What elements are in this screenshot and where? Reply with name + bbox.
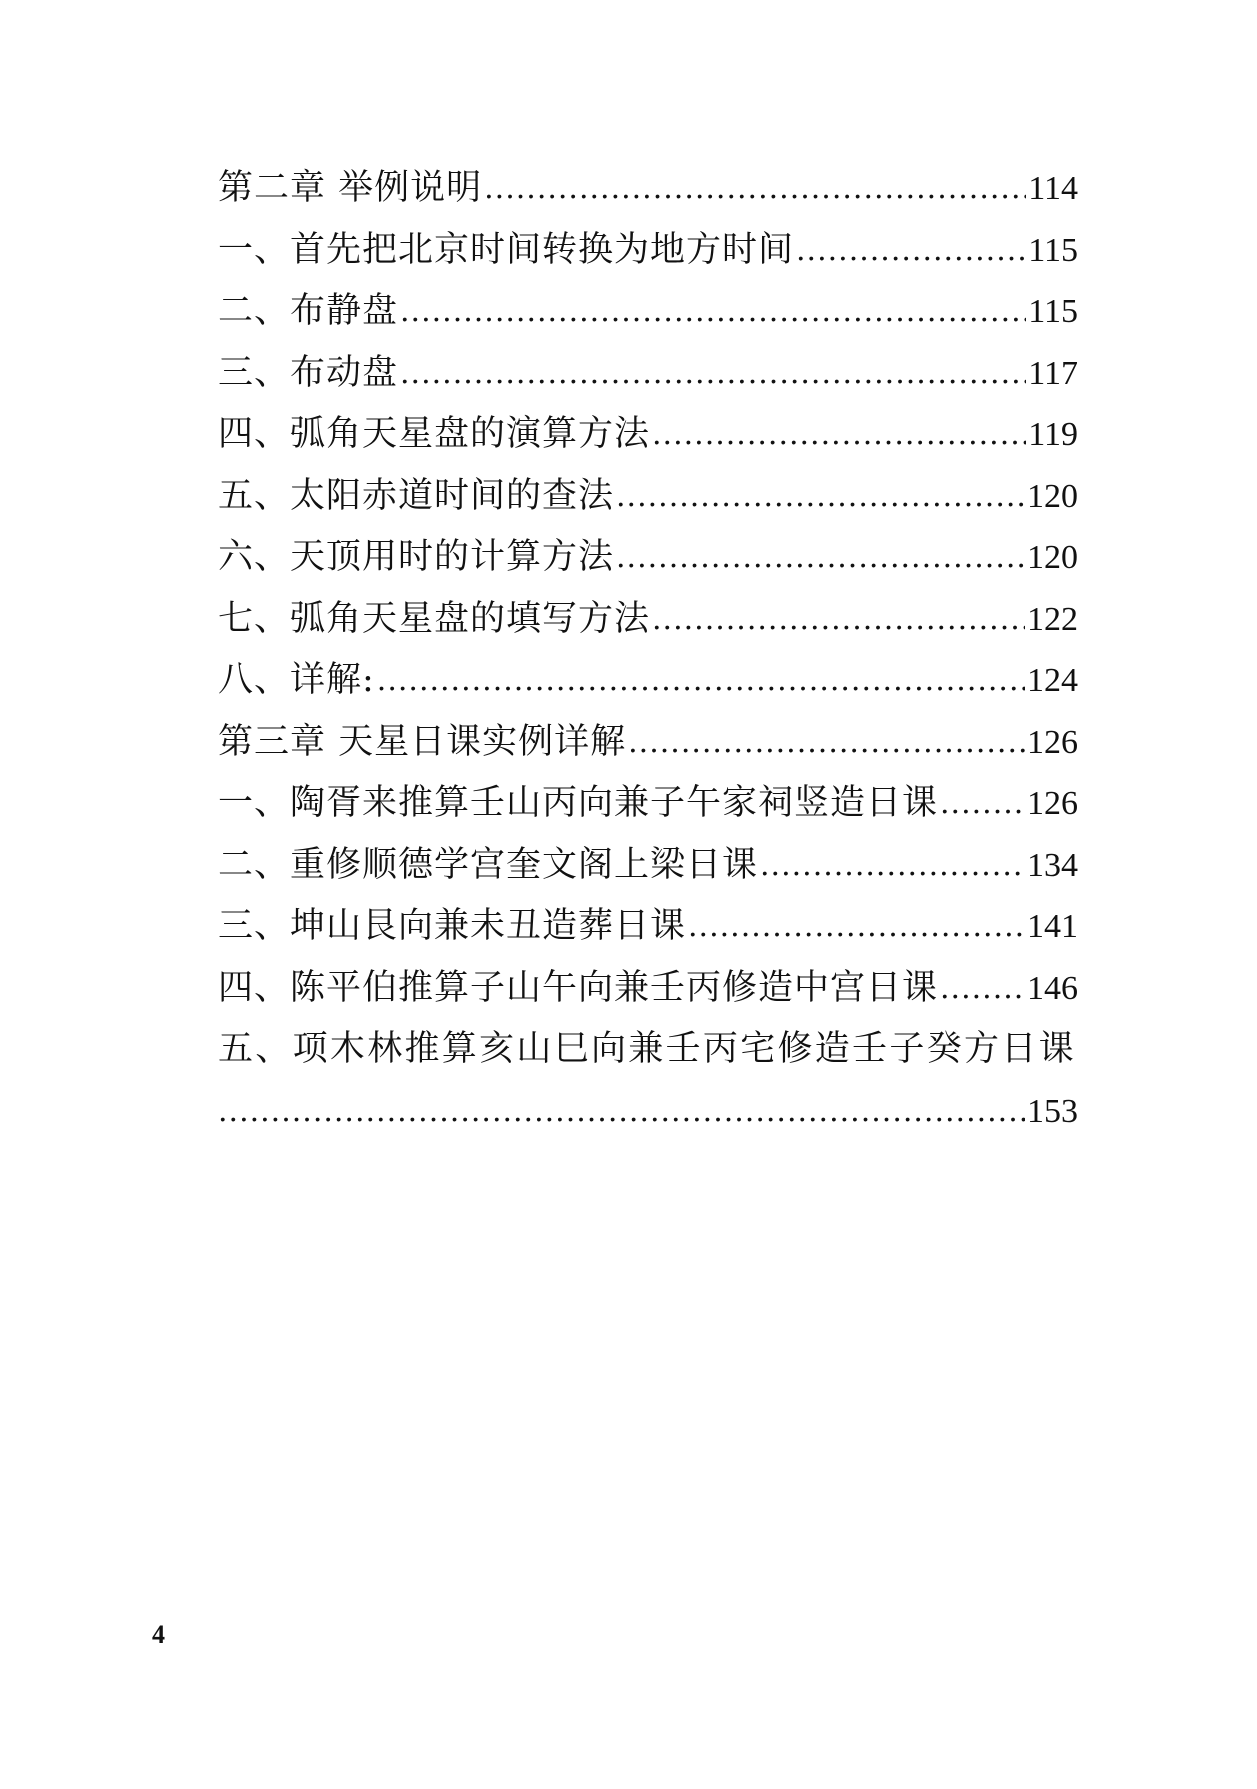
toc-entry-page: 122 — [1027, 600, 1078, 638]
toc-entry-label: 六、天顶用时的计算方法 — [218, 537, 615, 577]
toc-entry-label: 一、首先把北京时间转换为地方时间 — [218, 229, 795, 270]
page-number: 4 — [152, 1620, 165, 1649]
toc-entry-label: 三、布动盘 — [218, 352, 399, 393]
dot-leader — [616, 466, 1025, 528]
table-of-contents — [218, 158, 1078, 1142]
toc-entry-label: 三、坤山艮向兼未丑造葬日课 — [218, 906, 687, 946]
dot-leader — [377, 650, 1025, 712]
toc-entry[interactable] — [218, 281, 1078, 343]
toc-entry[interactable] — [218, 773, 1078, 835]
toc-entry[interactable] — [218, 343, 1078, 405]
toc-entry-label: 七、弧角天星盘的填写方法 — [218, 598, 651, 639]
toc-entry[interactable] — [218, 404, 1078, 466]
toc-entry[interactable] — [218, 1019, 1078, 1081]
dot-leader — [616, 527, 1025, 589]
toc-entry-page: 117 — [1028, 354, 1078, 392]
dot-leader — [652, 404, 1026, 466]
toc-entry-page: 126 — [1027, 785, 1078, 822]
toc-entry-label: 四、陈平伯推算子山午向兼壬丙修造中宫日课 — [218, 967, 939, 1008]
toc-entry-label: 五、太阳赤道时间的查法 — [218, 475, 615, 516]
toc-entry[interactable] — [218, 835, 1078, 897]
toc-entry[interactable] — [218, 220, 1078, 282]
toc-entry-label: 第二章 举例说明 — [218, 168, 483, 208]
toc-entry-page: 153 — [1027, 1092, 1078, 1130]
toc-entry-page: 146 — [1027, 969, 1078, 1007]
dot-leader — [688, 896, 1025, 958]
toc-entry-page: 134 — [1027, 846, 1078, 884]
toc-entry[interactable] — [218, 527, 1078, 589]
toc-entry-page: 115 — [1028, 231, 1078, 269]
toc-entry[interactable] — [218, 650, 1078, 712]
toc-entry-page: 141 — [1027, 908, 1078, 945]
dot-leader — [652, 589, 1025, 651]
toc-entry-page: 126 — [1027, 723, 1078, 761]
toc-entry[interactable] — [218, 158, 1078, 220]
toc-entry-label: 四、弧角天星盘的演算方法 — [218, 414, 651, 454]
dot-leader — [400, 281, 1026, 343]
toc-entry-label: 一、陶胥来推算壬山丙向兼子午家祠竖造日课 — [218, 783, 939, 823]
dot-leader — [940, 773, 1025, 835]
toc-entry[interactable] — [218, 958, 1078, 1020]
toc-entry-continuation[interactable] — [218, 1081, 1078, 1143]
toc-entry-page: 119 — [1028, 416, 1078, 453]
toc-entry-label: 二、布静盘 — [218, 291, 399, 331]
dot-leader — [628, 712, 1025, 774]
toc-entry-label: 八、详解: — [218, 660, 375, 700]
dot-leader — [484, 158, 1026, 220]
dot-leader — [400, 343, 1026, 405]
toc-entry[interactable] — [218, 896, 1078, 958]
toc-entry-page: 120 — [1027, 477, 1078, 515]
toc-entry-page: 120 — [1027, 539, 1078, 576]
toc-entry-page: 124 — [1027, 662, 1078, 699]
toc-entry[interactable] — [218, 466, 1078, 528]
toc-entry-label: 五、项木林推算亥山巳向兼壬丙宅修造壬子癸方日课 — [218, 1029, 1076, 1069]
toc-entry[interactable] — [218, 589, 1078, 651]
toc-entry-label: 第三章 天星日课实例详解 — [218, 721, 627, 762]
dot-leader — [796, 220, 1026, 282]
dot-leader — [218, 1081, 1025, 1143]
toc-entry-label: 二、重修顺德学宫奎文阁上梁日课 — [218, 844, 759, 885]
toc-entry[interactable] — [218, 712, 1078, 774]
dot-leader — [940, 958, 1025, 1020]
dot-leader — [760, 835, 1025, 897]
toc-entry-page: 115 — [1028, 293, 1078, 330]
toc-entry-page: 114 — [1028, 170, 1078, 207]
